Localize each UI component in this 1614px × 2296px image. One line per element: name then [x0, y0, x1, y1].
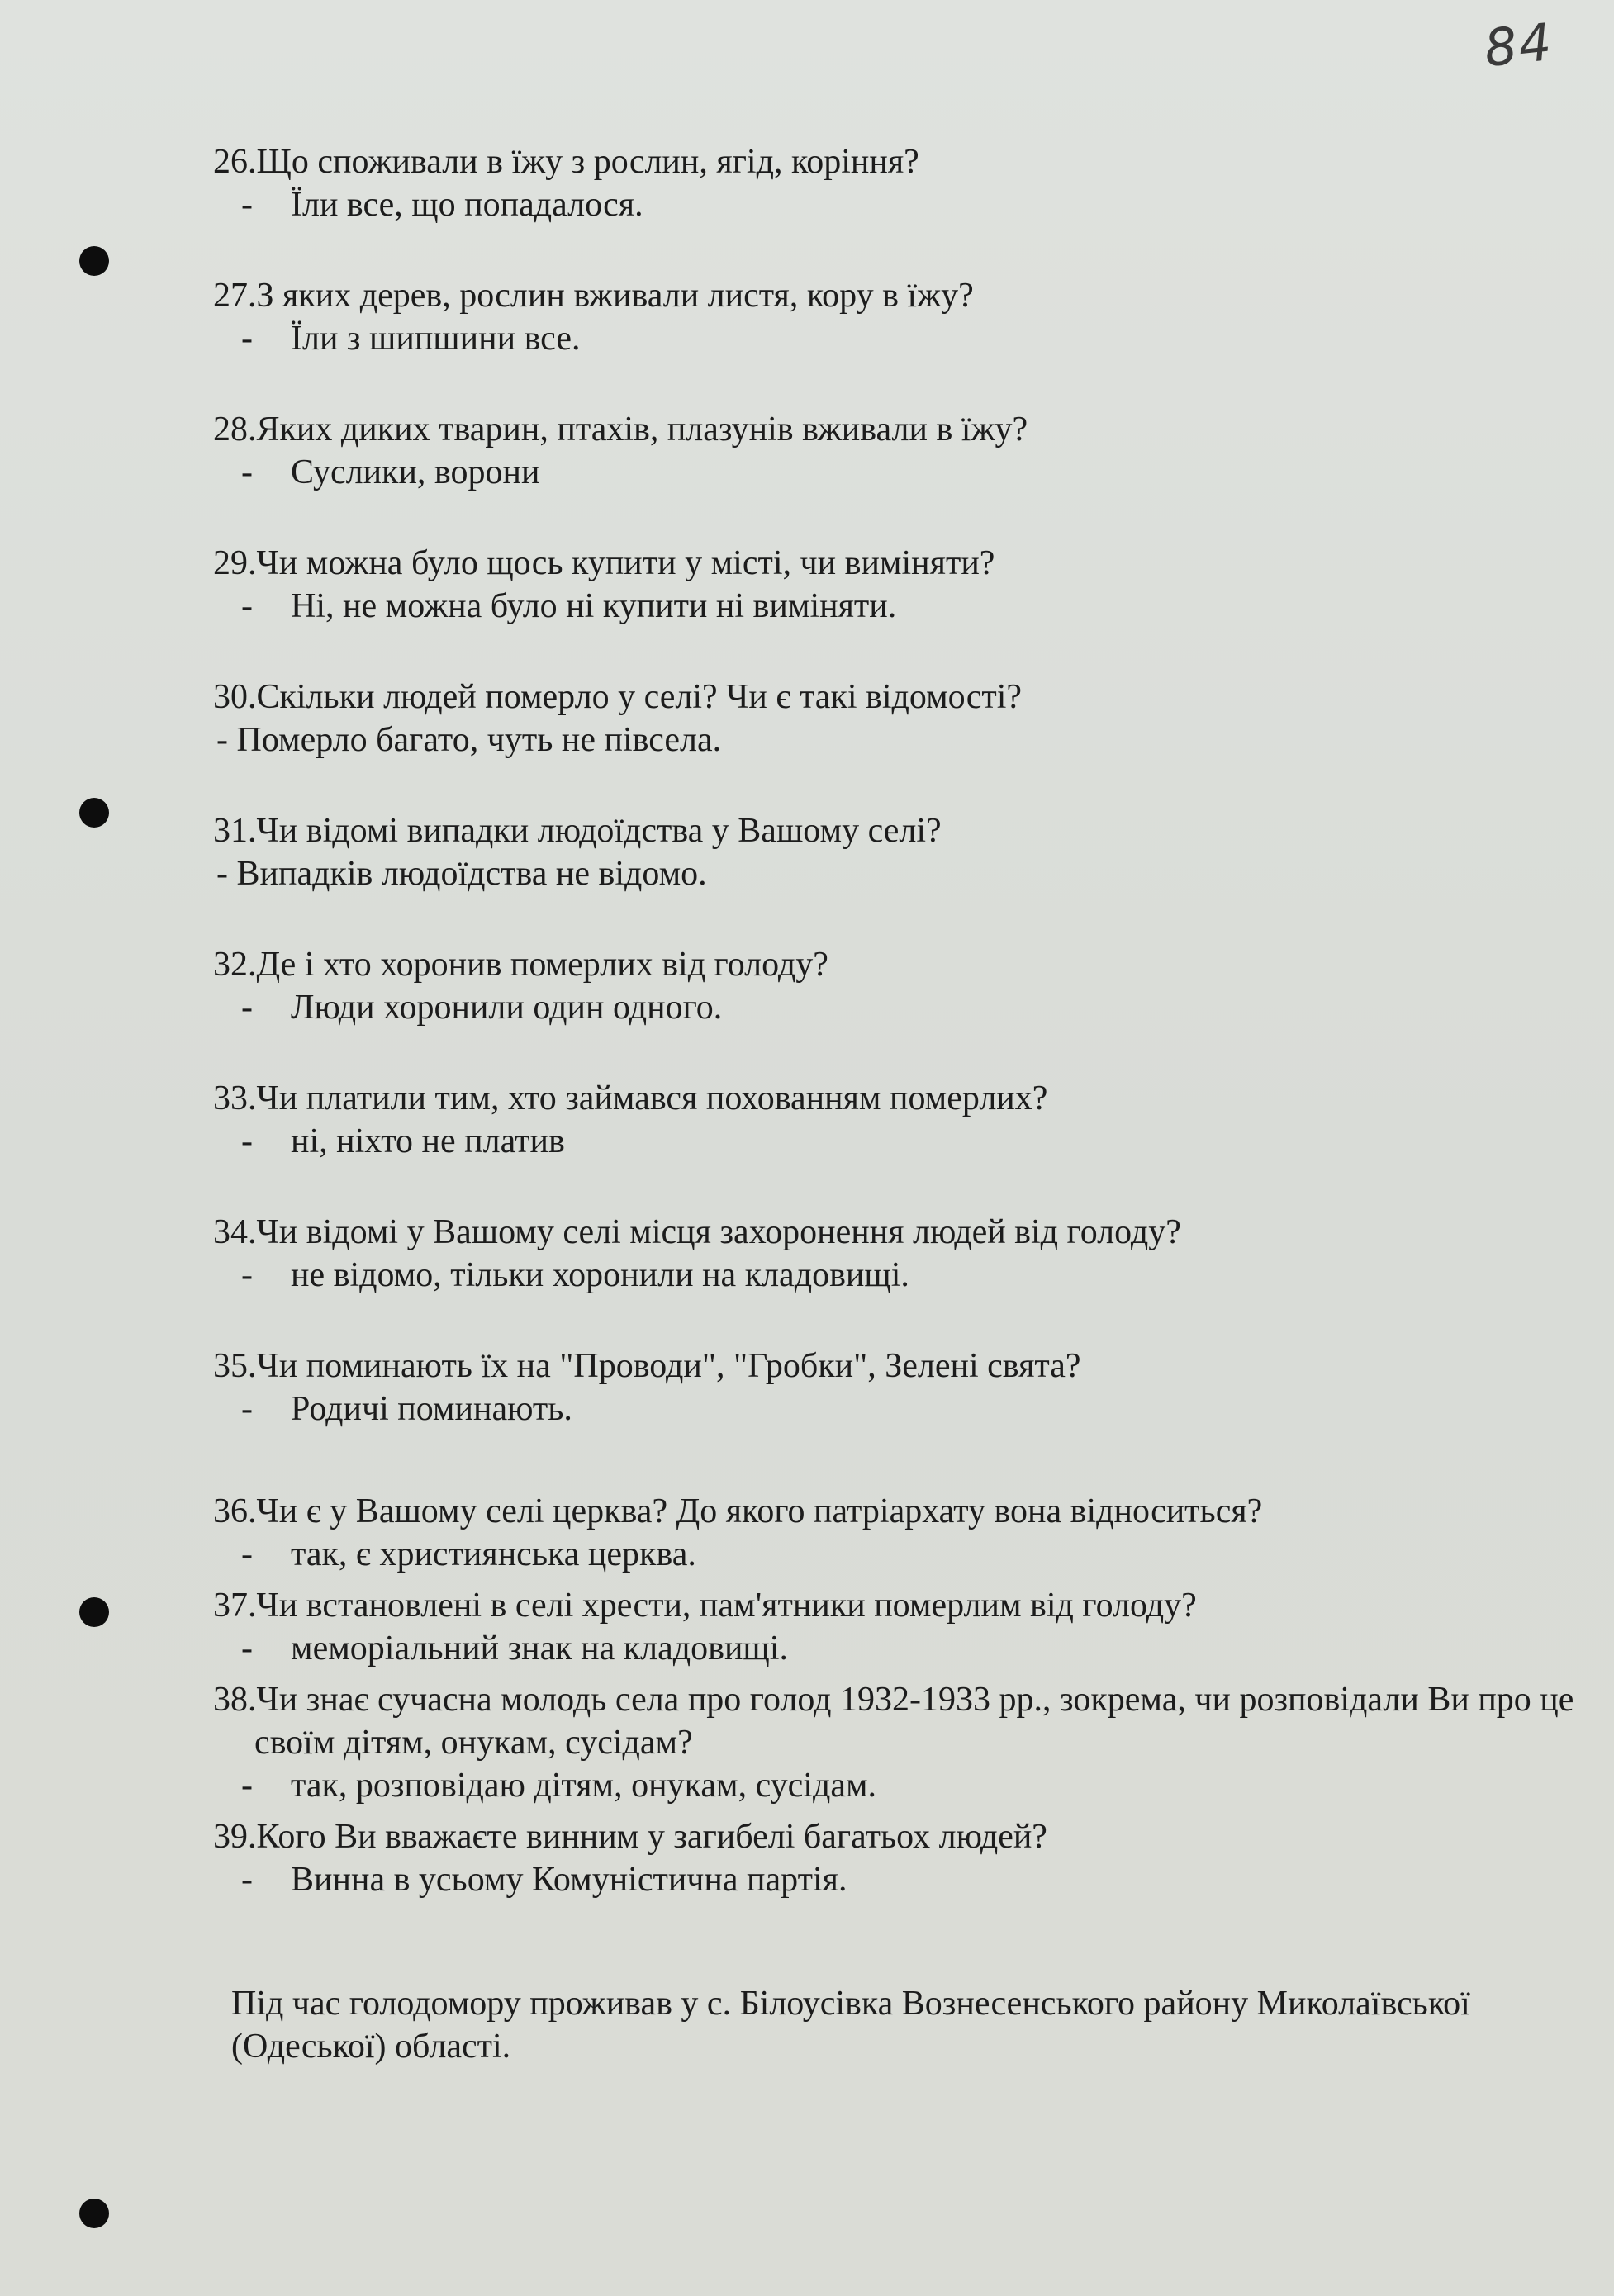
answer-text: Суслики, ворони — [291, 453, 540, 491]
qa-item — [213, 140, 1584, 226]
answer-text: ні, ніхто не платив — [291, 1122, 565, 1160]
qa-item — [213, 676, 1584, 761]
dash-bullet: - — [241, 1256, 253, 1294]
closing-note: Під час голодомору проживав у с. Білоусівка Вознесенського району Миколаївської (Одеської) області. — [231, 1985, 1470, 2066]
answer — [213, 1388, 1584, 1430]
qa-item — [213, 1345, 1584, 1430]
answer-text: Ні, не можна було ні купити ні виміняти. — [291, 587, 897, 625]
qa-item — [213, 1490, 1584, 1576]
punch-hole — [79, 1597, 109, 1627]
qa-item — [213, 1077, 1584, 1163]
answer: - Померло багато, чуть не півсела. — [216, 721, 722, 759]
question: 28.Яких диких тварин, птахів, плазунів вживали в їжу? — [213, 410, 1028, 448]
dash-bullet: - — [241, 453, 253, 491]
answer — [213, 317, 1584, 360]
answer-text: Їли з шипшини все. — [291, 320, 581, 358]
answer — [213, 183, 1584, 226]
question: 31.Чи відомі випадки людоїдства у Вашому селі? — [213, 812, 942, 850]
page-number: 84 — [1481, 11, 1556, 79]
dash-bullet: - — [241, 1535, 253, 1573]
question: 34.Чи відомі у Вашому селі місця захоронення людей від голоду? — [213, 1213, 1181, 1251]
answer: - Випадків людоїдства не відомо. — [216, 855, 707, 893]
answer — [213, 1254, 1584, 1297]
answer — [213, 451, 1584, 494]
qa-item — [213, 1584, 1584, 1670]
answer — [213, 585, 1584, 628]
dash-bullet: - — [241, 186, 253, 224]
qa-item — [213, 1678, 1584, 1807]
dash-bullet: - — [241, 1390, 253, 1428]
dash-bullet: - — [241, 1861, 253, 1899]
answer-text: так, розповідаю дітям, онукам, сусідам. — [291, 1767, 877, 1805]
qa-item — [213, 1815, 1584, 1901]
answer-text: Люди хоронили один одного. — [291, 989, 723, 1027]
qa-item — [213, 943, 1584, 1029]
dash-bullet: - — [241, 1767, 253, 1805]
qa-item — [213, 1211, 1584, 1297]
question: 36.Чи є у Вашому селі церква? До якого патріархату вона відноситься? — [213, 1492, 1263, 1530]
answer-text: Винна в усьому Комуністична партія. — [291, 1861, 847, 1899]
question: 27.З яких дерев, рослин вживали листя, кору в їжу? — [213, 277, 974, 315]
questionnaire-content — [213, 140, 1584, 2068]
punch-hole — [79, 798, 109, 828]
question: 33.Чи платили тим, хто займався похованням померлих? — [213, 1079, 1048, 1117]
answer — [213, 1858, 1584, 1901]
question: 38.Чи знає сучасна молодь села про голод 1932-1933 рр., зокрема, чи розповідали Ви про це своїм дітям, онукам, сусідам? — [213, 1681, 1574, 1762]
qa-item — [213, 408, 1584, 494]
qa-item — [213, 274, 1584, 360]
answer — [213, 986, 1584, 1029]
dash-bullet: - — [241, 1629, 253, 1667]
qa-item — [213, 542, 1584, 628]
answer — [213, 1120, 1584, 1163]
answer — [213, 1533, 1584, 1576]
answer — [213, 1627, 1584, 1670]
dash-bullet: - — [241, 1122, 253, 1160]
punch-hole — [79, 2199, 109, 2228]
punch-hole — [79, 246, 109, 276]
answer-text: Родичі поминають. — [291, 1390, 572, 1428]
question: 35.Чи поминають їх на "Проводи", "Гробки", Зелені свята? — [213, 1347, 1081, 1385]
question: 26.Що споживали в їжу з рослин, ягід, коріння? — [213, 143, 919, 181]
answer-text: Їли все, що попадалося. — [291, 186, 643, 224]
question: 37.Чи встановлені в селі хрести, пам'ятники померлим від голоду? — [213, 1587, 1197, 1625]
question: 32.Де і хто хоронив померлих від голоду? — [213, 946, 828, 984]
question: 30.Скільки людей померло у селі? Чи є такі відомості? — [213, 678, 1023, 716]
answer-text: меморіальний знак на кладовищі. — [291, 1629, 788, 1667]
question: 39.Кого Ви вважаєте винним у загибелі багатьох людей? — [213, 1818, 1047, 1856]
question: 29.Чи можна було щось купити у місті, чи виміняти? — [213, 544, 995, 582]
answer-text: так, є християнська церква. — [291, 1535, 696, 1573]
answer — [213, 1764, 1584, 1807]
qa-item — [213, 809, 1584, 895]
dash-bullet: - — [241, 320, 253, 358]
answer-text: не відомо, тільки хоронили на кладовищі. — [291, 1256, 909, 1294]
dash-bullet: - — [241, 989, 253, 1027]
dash-bullet: - — [241, 587, 253, 625]
